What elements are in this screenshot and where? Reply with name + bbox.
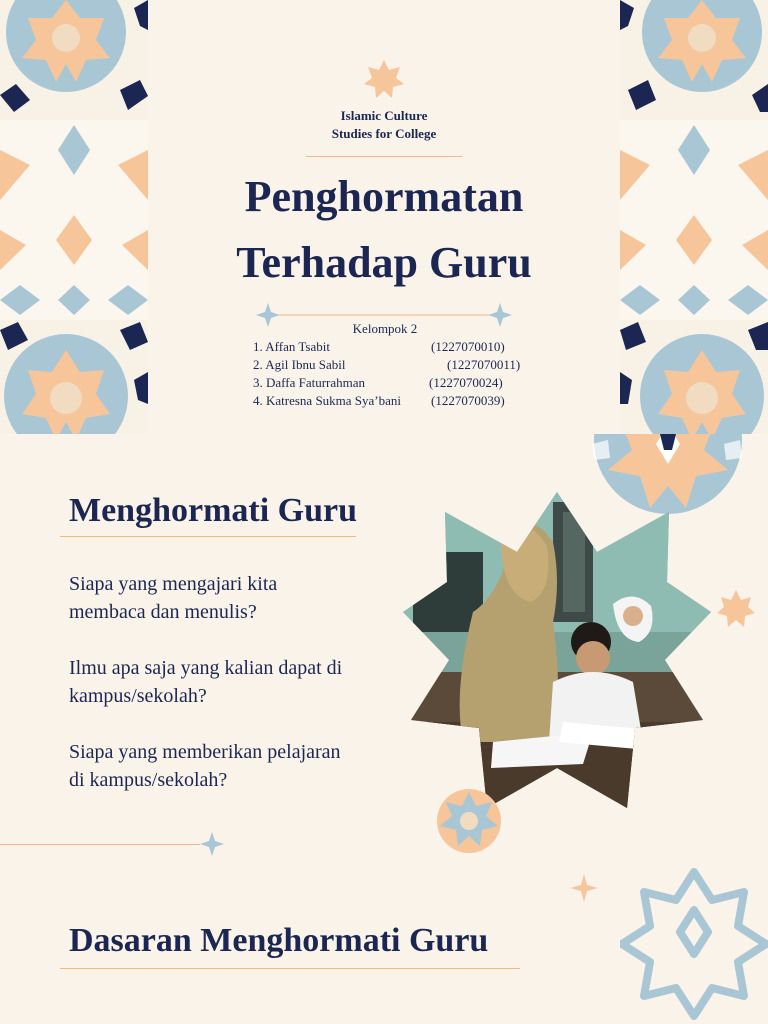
course-name-line2: Studies for College <box>331 126 437 141</box>
question-line: kampus/sekolah? <box>69 685 207 707</box>
question-line: di kampus/sekolah? <box>69 769 228 791</box>
section-title: Menghormati Guru <box>69 492 358 529</box>
classroom-photo <box>403 492 711 808</box>
group-label: Kelompok 2 <box>352 321 418 336</box>
member-name: 3. Daffa Faturrahman <box>253 375 366 390</box>
slide-title-line2: Terhadap Guru <box>236 238 532 287</box>
course-name-line1: Islamic Culture <box>340 108 428 123</box>
title-underline <box>60 536 356 537</box>
member-name: 1. Affan Tsabit <box>253 339 330 354</box>
peach-star-ornament <box>362 58 406 102</box>
member-name: 4. Katresna Sukma Sya’bani <box>253 393 402 408</box>
geometric-outline-ornament <box>620 866 768 1024</box>
title-underline <box>60 968 520 969</box>
member-id: (1227070010) <box>431 339 505 354</box>
title-slide <box>0 0 768 434</box>
sparkle-icon <box>200 832 224 856</box>
content-slide-menghormati <box>0 434 768 866</box>
rosette-ornament <box>436 788 502 854</box>
question-line: Siapa yang memberikan pelajaran <box>69 741 341 763</box>
left-islamic-pattern <box>0 0 148 434</box>
peach-star-ornament <box>716 589 756 629</box>
divider-line <box>306 156 462 157</box>
content-slide-dasaran <box>0 866 768 1024</box>
member-id: (1227070011) <box>447 357 521 372</box>
member-name: 2. Agil Ibnu Sabil <box>253 357 346 372</box>
divider-line <box>0 844 200 845</box>
right-islamic-pattern <box>620 0 768 434</box>
question-line: membaca dan menulis? <box>69 601 257 623</box>
section-title: Dasaran Menghormati Guru <box>69 922 489 959</box>
member-id: (1227070039) <box>431 393 505 408</box>
slide-title-line1: Penghormatan <box>244 172 524 221</box>
sparkle-icon <box>570 874 598 902</box>
question-line: Siapa yang mengajari kita <box>69 573 278 595</box>
question-line: Ilmu apa saja yang kalian dapat di <box>69 657 343 679</box>
member-id: (1227070024) <box>429 375 503 390</box>
